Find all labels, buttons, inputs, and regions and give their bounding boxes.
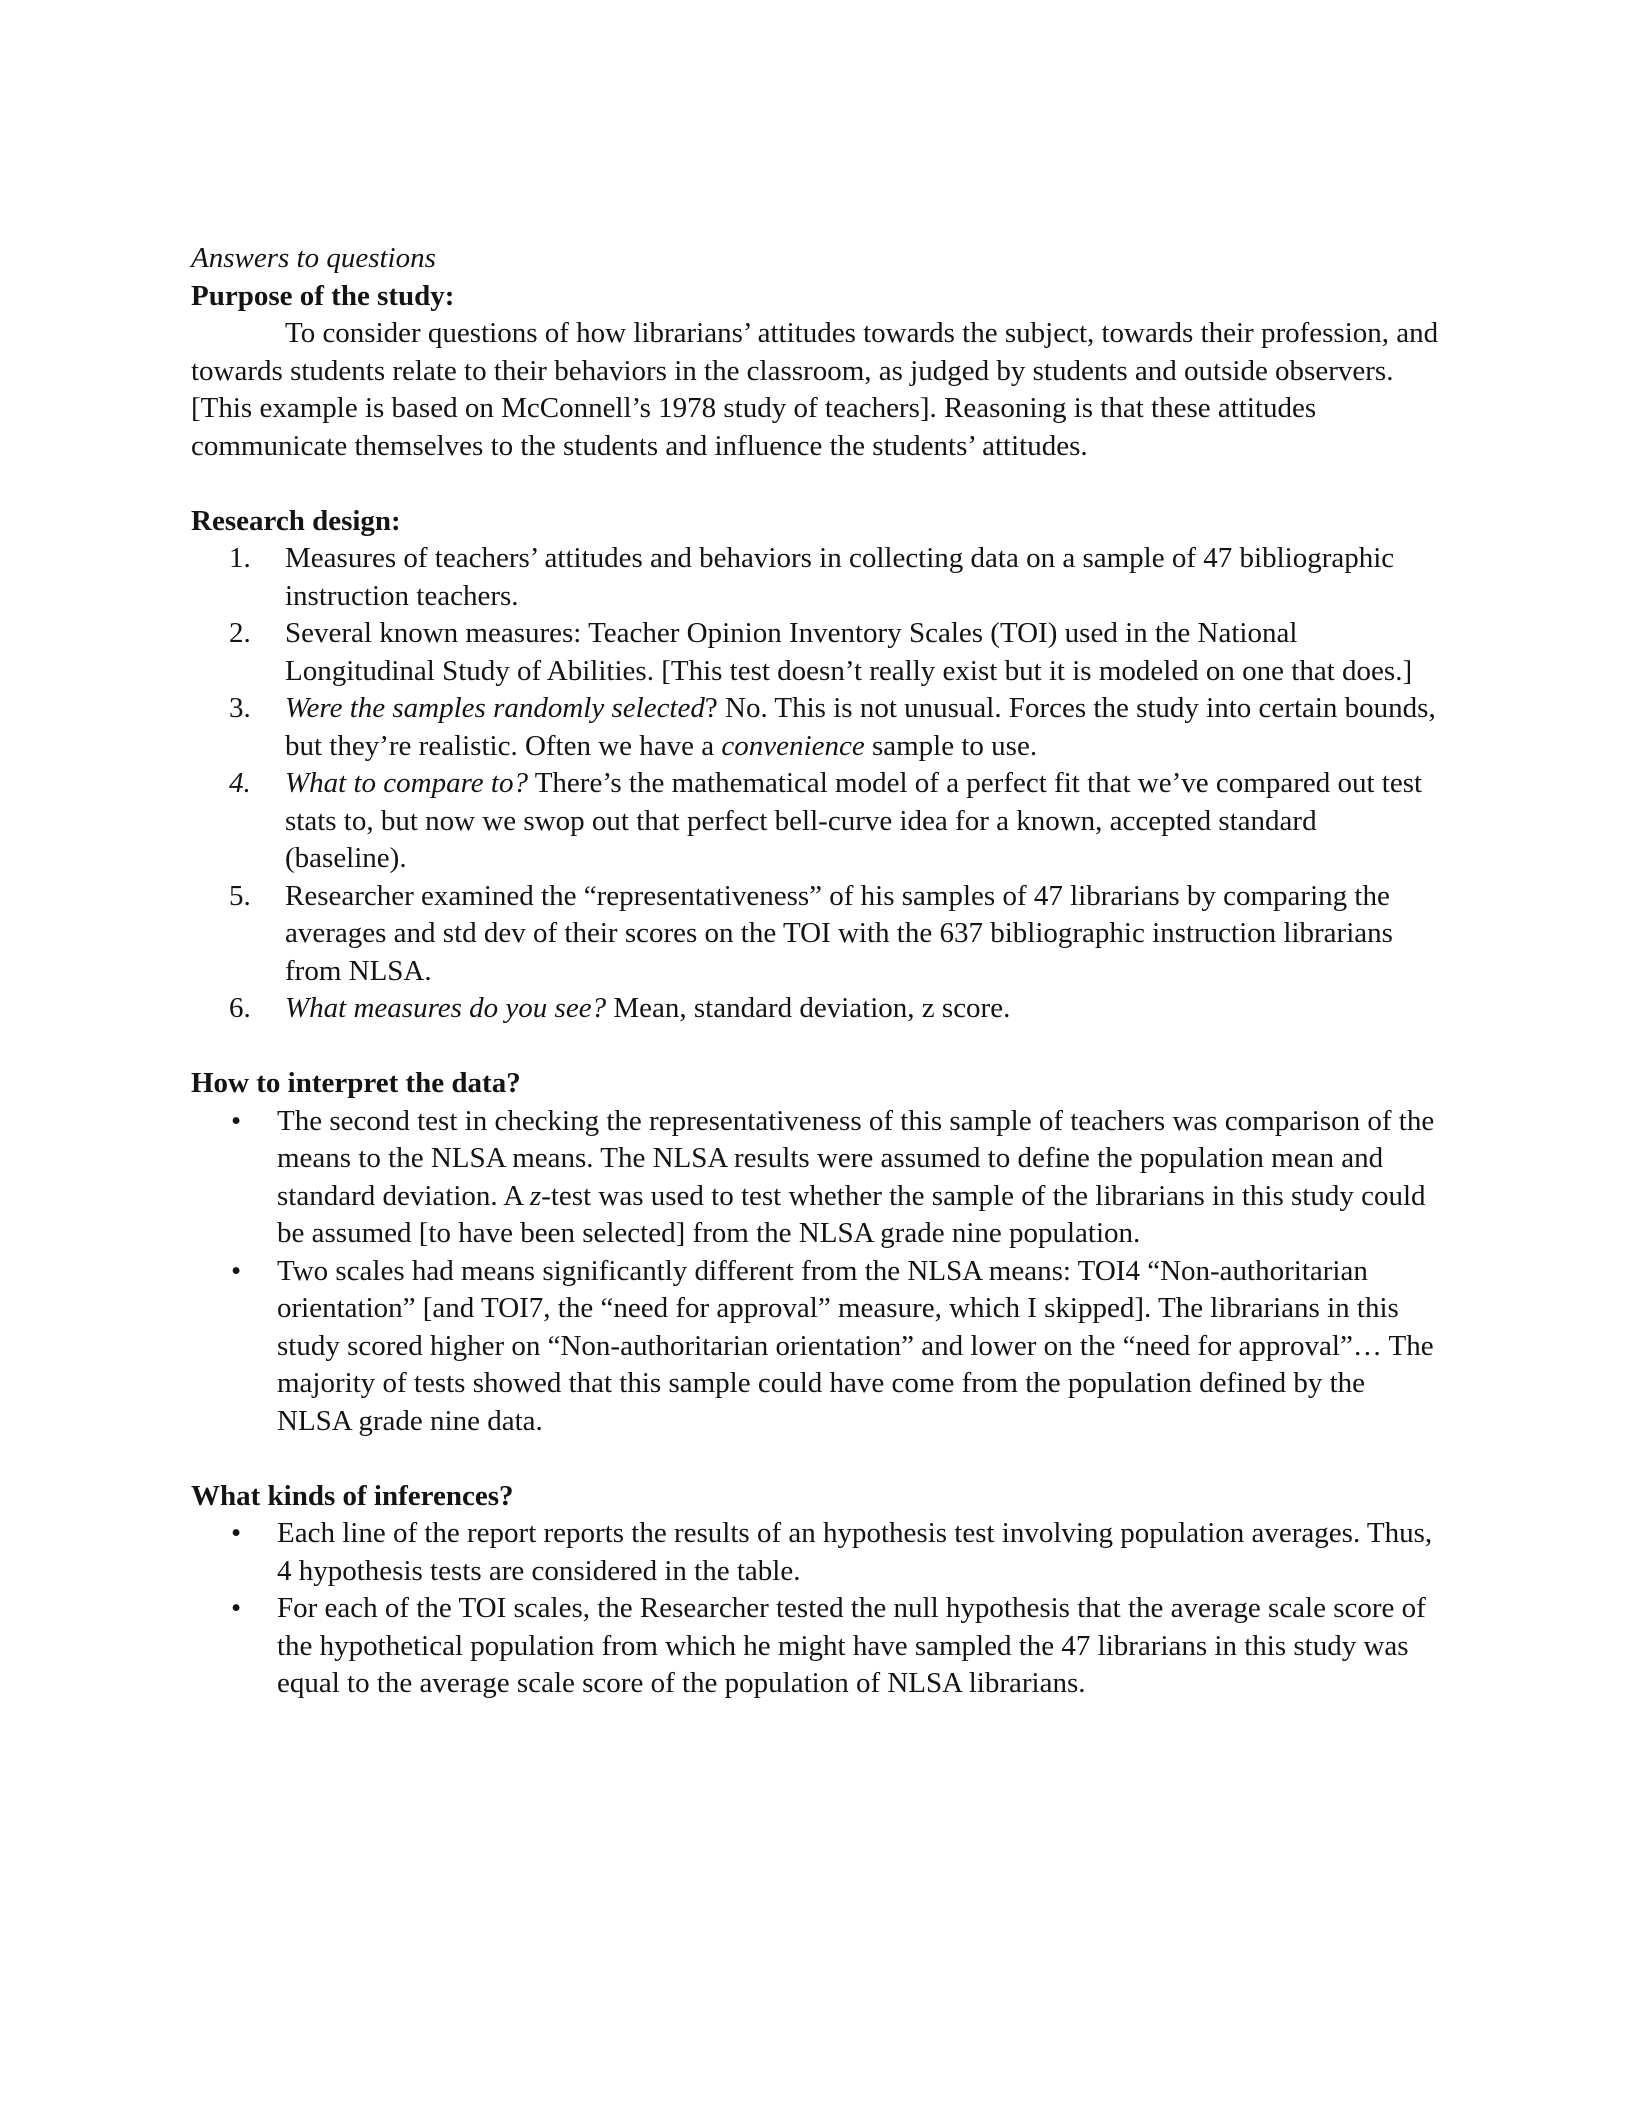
bullet-icon: • xyxy=(231,1592,242,1624)
item-number: 6. xyxy=(229,992,251,1024)
interpret-list xyxy=(191,1103,1444,1441)
inferences-list xyxy=(191,1515,1444,1703)
item-number: 3. xyxy=(229,692,251,724)
item-number: 2. xyxy=(229,617,251,649)
purpose-paragraph: To consider questions of how librarians’ attitudes towards the subject, towards their profession, and towards students relate to their behaviors in the classroom, as judged by students and outside observers. [This example is based on McConnell’s 1978 study of teachers]. Reasoning is that these attitudes communicate themselves to the students and influence the students’ attitudes. xyxy=(191,317,1439,462)
design-item-2 xyxy=(191,615,1444,690)
bullet-icon: • xyxy=(231,1254,242,1287)
design-item-3 xyxy=(191,690,1444,765)
item-number: 1. xyxy=(229,542,251,574)
interpret-heading: How to interpret the data? xyxy=(191,1067,521,1099)
bullet-icon: • xyxy=(231,1517,242,1549)
document-subtitle: Answers to questions xyxy=(191,242,436,274)
inferences-heading: What kinds of inferences? xyxy=(191,1479,514,1512)
item-text: Each line of the report reports the results of an hypothesis test involving population averages. Thus, 4 hypothesis tests are considered in the table. xyxy=(277,1517,1433,1587)
design-item-5 xyxy=(191,878,1444,991)
item-question: What to compare to? xyxy=(285,767,528,799)
interpret-item-2 xyxy=(191,1253,1444,1441)
item-text: For each of the TOI scales, the Researcher tested the null hypothesis that the average scale score of the hypothetical population from which he might have sampled the 47 librarians in this study was equal to the average scale score of the population of NLSA librarians. xyxy=(277,1592,1426,1699)
item-text: Several known measures: Teacher Opinion Inventory Scales (TOI) used in the National Longitudinal Study of Abilities. [This test doesn’t really exist but it is modeled on one that does.] xyxy=(285,617,1413,687)
section-spacer xyxy=(191,1440,1444,1478)
item-number: 5. xyxy=(229,879,251,912)
purpose-heading: Purpose of the study: xyxy=(191,279,455,312)
design-list xyxy=(191,540,1444,1028)
item-text: There’s the mathematical model of a perfect fit that we’ve compared out test stats to, but now we swop out that perfect bell-curve idea for a known, accepted standard (baseline). xyxy=(285,767,1423,874)
interpret-item-1 xyxy=(191,1103,1444,1253)
item-text: Two scales had means significantly different from the NLSA means: TOI4 “Non-authoritarian orientation” [and TOI7, the “need for approval” measure, which I skipped]. The librarians in this study scored higher on “Non-authoritarian orientation” and lower on the “need for approval”… The majority of tests showed that this sample could have come from the population defined by the NLSA grade nine data. xyxy=(277,1254,1434,1437)
item-number: 4. xyxy=(229,767,251,799)
section-spacer xyxy=(191,1028,1444,1066)
inferences-item-1 xyxy=(191,1515,1444,1590)
item-question: What measures do you see? xyxy=(285,992,607,1024)
item-text: ? No. This is not unusual. Forces the study into certain bounds, but they’re realistic. Often we have a xyxy=(285,692,1436,762)
item-text-end: -test was used to test whether the sample of the librarians in this study could be assumed [to have been selected] from the NLSA grade nine population. xyxy=(277,1179,1426,1249)
bullet-icon: • xyxy=(231,1104,242,1137)
item-text: Measures of teachers’ attitudes and behaviors in collecting data on a sample of 47 bibliographic instruction teachers. xyxy=(285,542,1395,612)
design-item-4 xyxy=(191,765,1444,878)
item-text: The second test in checking the representativeness of this sample of teachers was comparison of the means to the NLSA means. The NLSA results were assumed to define the population mean and standard deviation. A xyxy=(277,1104,1435,1212)
design-heading: Research design: xyxy=(191,504,401,537)
design-item-1 xyxy=(191,540,1444,615)
item-text-end: sample to use. xyxy=(864,729,1038,762)
item-text: Researcher examined the “representativeness” of his samples of 47 librarians by comparing the averages and std dev of their scores on the TOI with the 637 bibliographic instruction librarians from NLSA. xyxy=(285,879,1393,987)
design-item-6 xyxy=(191,990,1444,1028)
item-text: Mean, standard deviation, z score. xyxy=(606,992,1011,1024)
inferences-item-2 xyxy=(191,1590,1444,1703)
section-spacer xyxy=(191,465,1444,503)
item-emphasis: z xyxy=(529,1179,542,1212)
item-emphasis: convenience xyxy=(721,729,865,762)
item-question: Were the samples randomly selected xyxy=(285,692,705,724)
